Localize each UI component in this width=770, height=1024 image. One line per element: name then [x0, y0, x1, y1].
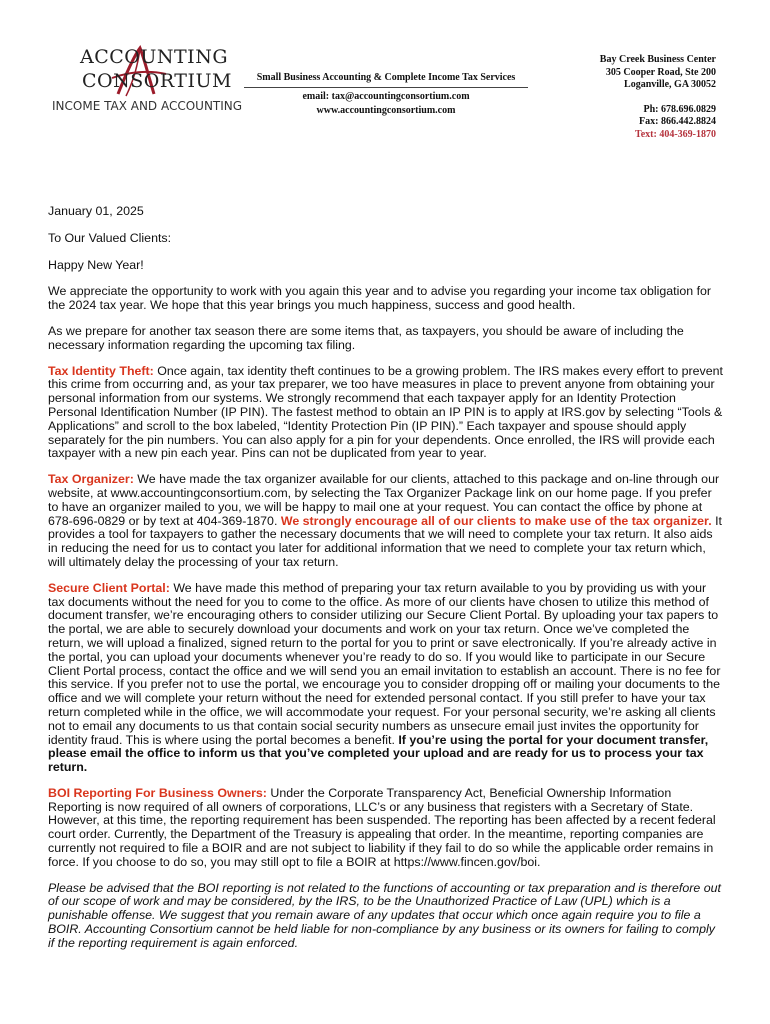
- intro-paragraph: We appreciate the opportunity to work with you again this year and to advise you regarding your income tax obligation for the 2024 tax year. We hope that this year brings you much happiness, success and good health.: [48, 284, 712, 313]
- text-number: Text: 404-369-1870: [634, 128, 716, 140]
- boi-section: [48, 787, 724, 870]
- boi-heading: BOI Reporting For Business Owners:: [48, 785, 267, 800]
- address-line: Loganville, GA 30052: [624, 79, 716, 91]
- address-line: Bay Creek Business Center: [599, 54, 716, 65]
- tax-organizer-emphasis: We strongly encourage all of our clients to make use of the tax organizer.: [280, 513, 712, 528]
- letter-date: January 01, 2025: [48, 204, 144, 218]
- address-line: 305 Cooper Road, Ste 200: [605, 66, 716, 78]
- phone-number: Ph: 678.696.0829: [643, 103, 716, 115]
- letter-salutation: To Our Valued Clients:: [48, 230, 172, 245]
- tax-organizer-heading: Tax Organizer:: [48, 472, 134, 487]
- client-portal-section: [48, 582, 724, 775]
- logo-line-1: ACCOUNTING: [80, 46, 228, 68]
- identity-theft-heading: Tax Identity Theft:: [48, 363, 154, 378]
- prep-paragraph: As we prepare for another tax season there are some items that, as taxpayers, you should be aware of including the necessary information regarding the upcoming tax filing.: [48, 323, 684, 352]
- identity-theft-section: [48, 365, 724, 462]
- identity-theft-text: Once again, tax identity theft continues to be a growing problem. The IRS makes every effort to prevent this crime from occurring and, as your tax preparer, we too have measures in place to prevent anyone from obtaining your personal information from our systems. We strongly recommend that each taxpayer apply for an Identity Protection Personal Identification Number (IP PIN). The fastest method to obtain an IP PIN is to apply at IRS.gov by selecting “Tools & Applications” and scroll to the box labeled, “Identity Protection Pin (IP PIN).” Each taxpayer and spouse should apply separately for the pin numbers. You can also apply for a pin for your dependents. Once enrolled, the IRS will provide each taxpayer with a new pin each year. Pins can not be duplicated from year to year.: [48, 363, 723, 461]
- tax-organizer-text-2: It provides a tool for taxpayers to gather the necessary documents that we will need to complete your tax return. It also aids in reducing the need for us to contact you later for additional information that we need to complete your tax return which, will ultimately delay the processing of your tax return.: [48, 513, 722, 569]
- letterhead-center: [244, 72, 528, 116]
- company-address-block: [600, 54, 716, 142]
- boi-text: Under the Corporate Transparency Act, Beneficial Ownership Information Reporting is now required of all owners of corporations, LLC’s or any business that registers with a Secretary of State. However, at this time, the reporting requirement has been suspended. The reporting has been affected by a recent federal court order. Currently, the Department of the Treasury is appealing that order. In the meantime, reporting companies are currently not required to file a BOIR and are not subject to liability if they fail to do so while the applicable order remains in force. If you choose to do so, you may still opt to file a BOIR at https://www.fincen.gov/boi.: [48, 785, 716, 869]
- logo-tagline: INCOME TAX AND ACCOUNTING: [52, 99, 243, 113]
- company-website: www.accountingconsortium.com: [316, 105, 456, 116]
- company-logo: [48, 44, 243, 119]
- client-portal-text: We have made this method of preparing your tax return available to you by providing us with your tax documents without the need for you to come to the office. As more of our clients have chosen to utilize this method of document transfer, we’re encouraging others to consider utilizing our Secure Client Portal. By uploading your tax papers to the portal, we are able to securely download your documents and work on your tax return. Once we’ve completed the return, we will upload a finalized, signed return to the portal for you to print or save electronically. If you’re already active in the portal, you can upload your documents whenever you’re ready to do so. If you would like to participate in our Secure Client Portal process, contact the office and we will send you an email invitation to establish an account. There is no fee for this service. If you prefer not to use the portal, we encourage you to consider dropping off or mailing your documents to the office and we will complete your return without the need for extended personal contact. If you still prefer to have your tax return completed while in the office, we will accommodate your request. For your personal security, we’re asking all clients not to email any documents to us that contain social security numbers as unsecure email just invites the opportunity for identity fraud. This is where using the portal becomes a benefit.: [48, 580, 721, 747]
- boi-disclaimer: Please be advised that the BOI reporting is not related to the functions of accounting or tax preparation and is therefore out of our scope of work and may be considered, by the IRS, to be the Unauthorized Practice of Law (UPL) which is a punishable offense. We suggest that you remain aware of any updates that occur which once again require you to file a BOIR. Accounting Consortium cannot be held liable for non-compliance by any business or its owners for failing to comply if the reporting requirement is again enforced.: [48, 880, 721, 950]
- fax-number: Fax: 866.442.8824: [639, 116, 716, 128]
- client-portal-heading: Secure Client Portal:: [48, 580, 170, 595]
- letter-greeting: Happy New Year!: [48, 257, 144, 272]
- company-tagline: Small Business Accounting & Complete Income Tax Services: [244, 72, 528, 88]
- company-email: email: tax@accountingconsortium.com: [302, 91, 470, 102]
- tax-organizer-section: [48, 473, 724, 570]
- client-portal-bold-note: If you’re using the portal for your document transfer, please email the office to inform us that you’ve completed your upload and are ready for us to process your tax return.: [48, 732, 709, 775]
- tax-organizer-text: We have made the tax organizer available for our clients, attached to this package and on-line through our website, at www.accountingconsortium.com, by selecting the Tax Organizer Package link on our home page. If you prefer to have an organizer mailed to you, we will be happy to mail one at your request. You can contact the office by phone at 678-696-0829 or by text at 404-369-1870.: [48, 472, 720, 528]
- logo-line-2: CONSORTIUM: [82, 70, 232, 92]
- letter-body: [48, 205, 724, 963]
